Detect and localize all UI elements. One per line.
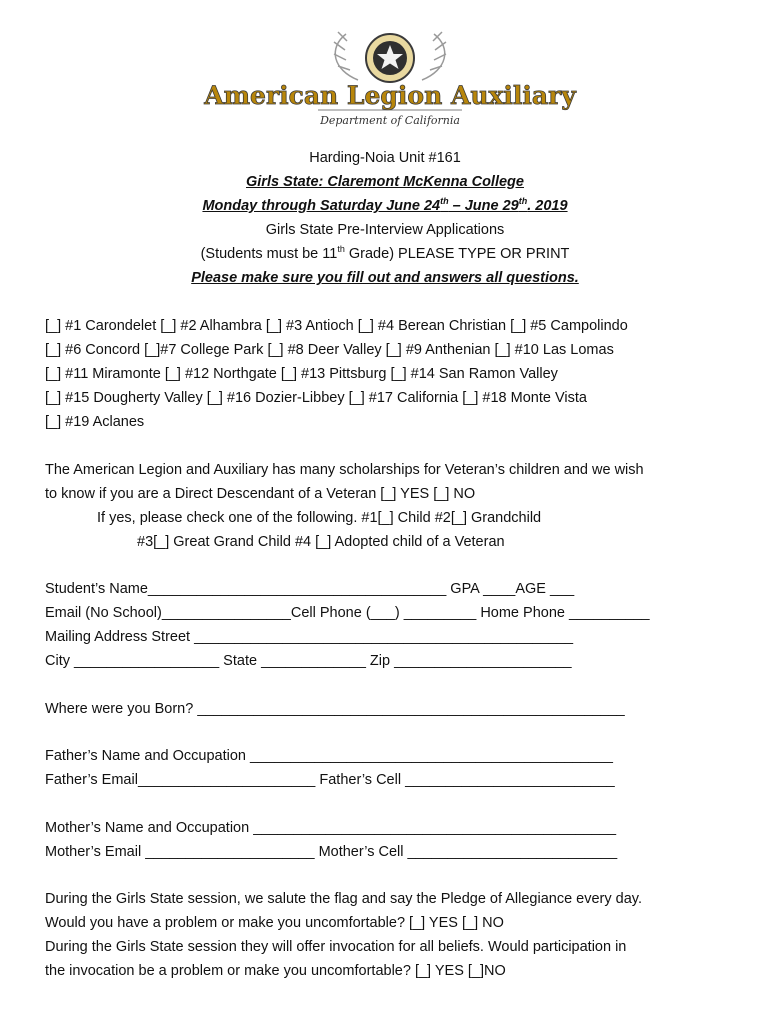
school-row[interactable]: [_] #15 Dougherty Valley [_] #16 Dozier-Libbey [_] #17 California [_] #18 Monte Vista (45, 390, 587, 406)
school-row[interactable]: [_] #11 Miramonte [_] #12 Northgate [_] #13 Pittsburg [_] #14 San Ramon Valley (45, 366, 558, 382)
event-dates: Monday through Saturday June 24th – June 29th. 2019 (202, 196, 568, 214)
contact-field[interactable]: Email (No School)________________Cell Phone (___) _________ Home Phone __________ (45, 605, 650, 621)
veteran-relation-options-2[interactable]: #3[_] Great Grand Child #4 [_] Adopted child of a Veteran (137, 534, 505, 550)
school-row[interactable]: [_] #19 Aclanes (45, 414, 145, 430)
american-legion-auxiliary-logo (204, 30, 576, 130)
emblem-icon (366, 34, 414, 82)
mailing-address-field[interactable]: Mailing Address Street _______________________________________________ (45, 629, 574, 645)
veteran-relation-options[interactable]: If yes, please check one of the following. #1[_] Child #2[_] Grandchild (97, 510, 542, 526)
unit-name: Harding-Noia Unit #161 (309, 150, 461, 166)
father-contact-field[interactable]: Father’s Email______________________ Father’s Cell __________________________ (45, 772, 615, 788)
student-name-field[interactable]: Student’s Name_____________________________________ GPA ____AGE ___ (45, 581, 575, 597)
pledge-section (45, 887, 745, 983)
pledge-question[interactable]: Would you have a problem or make you uncomfortable? [_] YES [_] NO (45, 915, 504, 931)
veteran-descendant-question[interactable]: to know if you are a Direct Descendant of a Veteran [_] YES [_] NO (45, 486, 476, 502)
school-row[interactable]: [_] #1 Carondelet [_] #2 Alhambra [_] #3 Antioch [_] #4 Berean Christian [_] #5 Campolindo (45, 318, 628, 334)
school-row[interactable]: [_] #6 Concord [_]#7 College Park [_] #8 Deer Valley [_] #9 Anthenian [_] #10 Las Lomas (45, 342, 614, 358)
mother-name-field[interactable]: Mother’s Name and Occupation _____________________________________________ (45, 820, 617, 836)
city-state-zip-field[interactable]: City __________________ State _____________ Zip ______________________ (45, 653, 572, 669)
veteran-section (45, 458, 745, 554)
invocation-question[interactable]: the invocation be a problem or make you uncomfortable? [_] YES [_]NO (45, 963, 506, 979)
mother-contact-field[interactable]: Mother’s Email _____________________ Mother’s Cell __________________________ (45, 844, 618, 860)
invocation-statement: During the Girls State session they will offer invocation for all beliefs. Would participation in (45, 939, 627, 955)
father-section (45, 744, 745, 792)
event-location: Girls State: Claremont McKenna College (246, 174, 524, 190)
mother-section (45, 816, 745, 864)
birthplace-field[interactable]: Where were you Born? _____________________________________________________ (45, 701, 625, 717)
school-checklist (45, 314, 745, 434)
pledge-statement: During the Girls State session, we salute the flag and say the Pledge of Allegiance every day. (45, 891, 642, 907)
logo-subtitle: Department of California (320, 114, 460, 127)
logo-title: American Legion Auxiliary (204, 81, 576, 110)
father-name-field[interactable]: Father’s Name and Occupation _____________________________________________ (45, 748, 613, 764)
grade-requirement: (Students must be 11th Grade) PLEASE TYPE OR PRINT (200, 244, 570, 262)
student-info-section (45, 577, 745, 673)
form-header (0, 146, 770, 290)
birthplace-section (45, 697, 745, 721)
fill-instruction: Please make sure you fill out and answers all questions. (191, 270, 579, 286)
veteran-intro: The American Legion and Auxiliary has many scholarships for Veteran’s children and we wish (45, 462, 644, 478)
form-title: Girls State Pre-Interview Applications (265, 222, 505, 238)
